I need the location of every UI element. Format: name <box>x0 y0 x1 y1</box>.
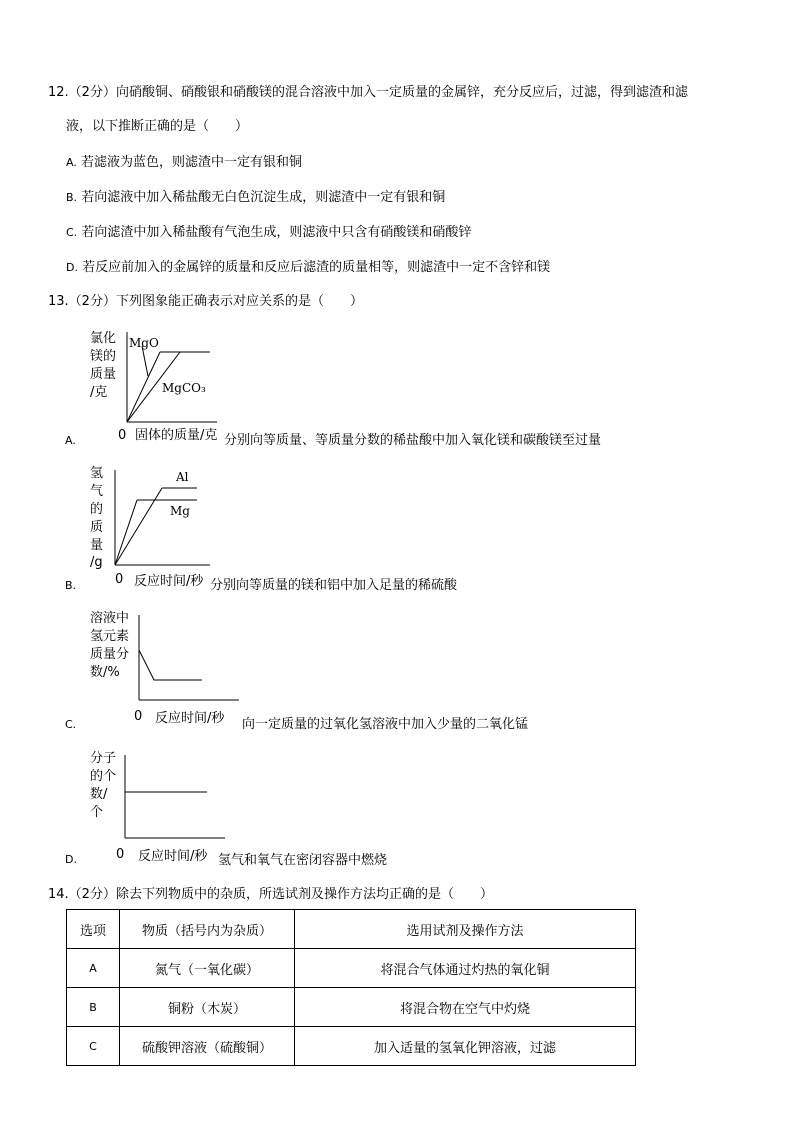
series-line <box>139 650 202 680</box>
ylabel-line: 质量 <box>90 367 117 382</box>
ylabel-line: 镁的 <box>90 349 117 364</box>
q12-option-c[interactable] <box>66 221 471 240</box>
series-label-mgco3: MgCO₃ <box>162 381 206 395</box>
table-cell: 铜粉（木炭） <box>120 988 295 1027</box>
option-text: 分别向等质量、等质量分数的稀盐酸中加入氧化镁和碳酸镁至过量 <box>224 433 602 448</box>
table-cell: 将混合物在空气中灼烧 <box>295 988 636 1027</box>
header-cell: 选项 <box>67 910 120 949</box>
table-cell: 将混合气体通过灼热的氧化铜 <box>295 949 636 988</box>
ylabel-line: 溶液中 <box>90 611 130 626</box>
ylabel-line: 质量分 <box>90 647 130 662</box>
pointer-line <box>142 346 148 376</box>
table-cell: C <box>67 1027 120 1066</box>
q12-option-d[interactable] <box>66 256 550 275</box>
table-cell: 硫酸钾溶液（硫酸铜） <box>120 1027 295 1066</box>
option-text: 向一定质量的过氧化氢溶液中加入少量的二氧化锰 <box>242 717 529 732</box>
series-label-al: Al <box>176 470 189 484</box>
option-label: C. <box>65 718 77 731</box>
table-header-row <box>67 910 636 949</box>
table-row[interactable] <box>67 988 636 1027</box>
ylabel-line: 氢元素 <box>90 629 130 644</box>
q12-stem-line1: 12.（2分）向硝酸铜、硝酸银和硝酸镁的混合溶液中加入一定质量的金属锌，充分反应后，过滤，得到滤渣和滤 <box>48 85 688 100</box>
ylabel-line: 氢 <box>90 466 104 481</box>
header-cell: 物质（括号内为杂质） <box>120 910 295 949</box>
graph-c <box>62 605 782 735</box>
series-line-mgo <box>127 352 160 422</box>
ylabel-line: 分子 <box>90 751 117 766</box>
option-label: A. <box>65 434 76 447</box>
q13-option-c[interactable] <box>62 605 782 735</box>
xlabel: 反应时间/秒 <box>138 849 208 864</box>
xlabel: 反应时间/秒 <box>155 711 225 726</box>
option-label: C. <box>66 226 78 239</box>
series-label-mgo: MgO <box>129 336 159 350</box>
ylabel-line: 氯化 <box>90 331 117 346</box>
ylabel-line: 的 <box>90 502 104 517</box>
option-label: B. <box>65 579 77 592</box>
table-cell: B <box>67 988 120 1027</box>
header-cell: 选用试剂及操作方法 <box>295 910 636 949</box>
q14-stem: 14.（2分）除去下列物质中的杂质，所选试剂及操作方法均正确的是（ ） <box>48 887 493 902</box>
table-row[interactable] <box>67 949 636 988</box>
q13-option-d[interactable] <box>62 745 782 875</box>
graph-d <box>62 745 782 875</box>
option-label: D. <box>65 853 77 866</box>
graph-a <box>62 322 782 452</box>
option-text: 若滤液为蓝色，则滤渣中一定有银和铜 <box>80 155 302 170</box>
q12-option-a[interactable] <box>66 151 302 170</box>
option-label: B. <box>66 191 78 204</box>
table-row[interactable] <box>67 1027 636 1066</box>
ylabel-line: /克 <box>90 385 108 400</box>
origin-label: 0 <box>118 428 127 443</box>
option-label: D. <box>66 261 78 274</box>
series-label-mg: Mg <box>170 504 190 518</box>
ylabel-line: 量 <box>90 538 104 553</box>
ylabel-line: 数/ <box>90 787 108 802</box>
q13-option-b[interactable] <box>62 460 782 595</box>
q13-option-a[interactable] <box>62 322 782 452</box>
origin-label: 0 <box>134 709 143 724</box>
origin-label: 0 <box>116 847 125 862</box>
option-text: 若向滤渣中加入稀盐酸有气泡生成，则滤液中只含有硝酸镁和硝酸锌 <box>81 225 472 240</box>
q12-stem-line2: 液，以下推断正确的是（ ） <box>66 119 249 134</box>
ylabel-line: 的个 <box>90 769 117 784</box>
table-cell: 氮气（一氧化碳） <box>120 949 295 988</box>
ylabel-line: 气 <box>90 484 104 499</box>
table-cell: A <box>67 949 120 988</box>
option-text: 分别向等质量的镁和铝中加入足量的稀硫酸 <box>210 578 458 593</box>
series-line-mg <box>115 500 137 565</box>
option-text: 若反应前加入的金属锌的质量和反应后滤渣的质量相等，则滤渣中一定不含锌和镁 <box>82 260 551 275</box>
origin-label: 0 <box>115 572 124 587</box>
q13-stem: 13.（2分）下列图象能正确表示对应关系的是（ ） <box>48 294 363 309</box>
ylabel-line: 个 <box>90 805 104 820</box>
option-text: 氢气和氧气在密闭容器中燃烧 <box>218 853 388 868</box>
ylabel-line: /g <box>90 555 103 570</box>
option-text: 若向滤液中加入稀盐酸无白色沉淀生成，则滤渣中一定有银和铜 <box>81 190 446 205</box>
table-cell: 加入适量的氢氧化钾溶液，过滤 <box>295 1027 636 1066</box>
q12-option-b[interactable] <box>66 186 445 205</box>
graph-b <box>62 460 782 595</box>
xlabel: 反应时间/秒 <box>134 574 204 589</box>
xlabel: 固体的质量/克 <box>135 428 218 443</box>
ylabel-line: 质 <box>90 520 104 535</box>
ylabel-line: 数/% <box>90 665 120 680</box>
q14-table <box>66 909 636 1066</box>
option-label: A. <box>66 156 77 169</box>
